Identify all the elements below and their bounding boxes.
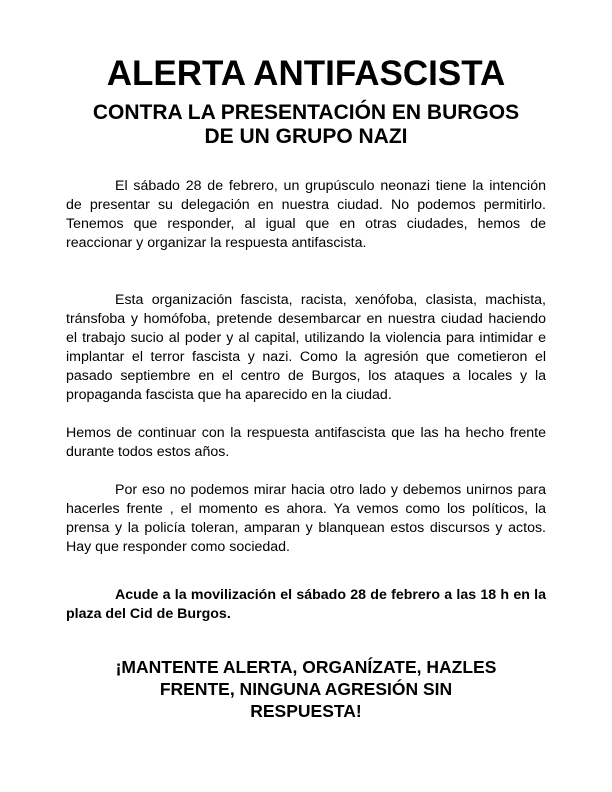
subtitle-line-2: DE UN GRUPO NAZI bbox=[204, 125, 408, 148]
subtitle-line-1: CONTRA LA PRESENTACIÓN EN BURGOS bbox=[92, 101, 520, 124]
body-paragraph-1: El sábado 28 de febrero, un grupúsculo neonazi tiene la intención de presentar su delegación en nuestra ciudad. No podemos permitirlo. Tenemos que responder, al igual que en otras ciudades, hemos de reaccionar y organizar la respuesta antifascista. bbox=[66, 178, 546, 251]
call-to-action: Acude a la movilización el sábado 28 de febrero a las 18 h en la plaza del Cid de Burgos. bbox=[66, 587, 546, 622]
closing-slogan bbox=[66, 656, 546, 722]
slogan-line-3: RESPUESTA! bbox=[250, 701, 362, 721]
page-title: ALERTA ANTIFASCISTA bbox=[106, 54, 506, 93]
slogan-line-2: FRENTE, NINGUNA AGRESIÓN SIN bbox=[159, 679, 453, 699]
body-paragraph-3: Hemos de continuar con la respuesta antifascista que las ha hecho frente durante todos estos años. bbox=[66, 425, 546, 460]
slogan-line-1: ¡MANTENTE ALERTA, ORGANÍZATE, HAZLES bbox=[115, 657, 497, 677]
body-paragraph-2: Esta organización fascista, racista, xenófoba, clasista, machista, tránsfoba y homófoba, pretende desembarcar en nuestra ciudad haciendo el trabajo sucio al poder y al capital, utilizando la violencia para intimidar e implantar el terror fascista y nazi. Como la agresión que cometieron el pasado septiembre en el centro de Burgos, los ataques a locales y la propaganda fascista que ha aparecido en la ciudad. bbox=[66, 292, 546, 403]
body-paragraph-4: Por eso no podemos mirar hacia otro lado y debemos unirnos para hacerles frente , el momento es ahora. Ya vemos como los políticos, la prensa y la policía toleran, amparan y blanquean estos discursos y actos. Hay que responder como sociedad. bbox=[66, 482, 546, 555]
page-subtitle bbox=[0, 101, 612, 149]
